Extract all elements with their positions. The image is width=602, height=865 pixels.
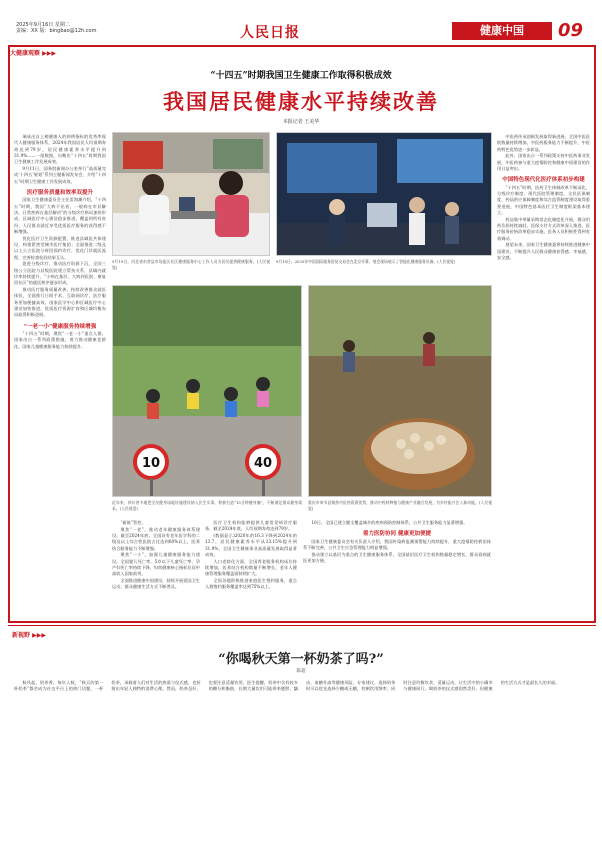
section-subhead: “一老一小”健康服务持续增强 <box>23 323 97 330</box>
paragraph: “十四五”时期，医药卫生体制改革不断深化，分级诊疗制度、现代医院管理制度、全民医保制度、药品供应保障制度和综合监管制度建设取得重要进展，中国特色基本医疗卫生制度框架基本建立。 <box>497 184 590 215</box>
svg-text:40: 40 <box>253 456 273 471</box>
photo-caption: 9月10日，2025年中国国际服务贸易交易会在北京开幕，展会现场展示了智能化健康服务设备。(人民视觉) <box>276 259 456 264</box>
section-name: 健康中国 <box>452 22 552 40</box>
paragraph: 药品集中带量采购常态化制度化开展，群众用药负担持续减轻。医保支付方式改革深入推进，医疗服务价格改革稳步实施，医务人员积极性得到有效调动。 <box>497 216 590 241</box>
photo-caption: 9月19日，河北省东营县市场监区社区健康服务中心工作人员为居民提供健康服务。(人民视觉) <box>112 259 270 270</box>
paragraph: 此外，国家出台一系列政策支持中医药事业发展，中医药参与重大疫情防控和健康中国建设的作用日益突出。 <box>497 153 590 171</box>
paragraph: “十四五”时期，聚焦“一老一小”重点人群，国家出台一系列政策措施，着力推动健康老龄化。国家儿童健康服务能力持续提升。 <box>14 331 106 349</box>
svg-text:10: 10 <box>141 456 161 471</box>
article-byline: 本报记者 王美华 <box>282 119 320 125</box>
photo-herb-harvest <box>308 285 492 497</box>
page-number: 09 <box>558 20 584 41</box>
paragraph: 10日，全国已建立健全覆盖城乡的疾病预防控制体系，公共卫生服务能力显著增强。 <box>311 520 468 525</box>
masthead <box>0 0 602 44</box>
photo-trade-expo <box>276 132 492 256</box>
photo-caption: 近年来，四川省多地把全民健身场地设施建设纳入民生实事，积极打造“15分钟健身圈”，不断满足群众健身需求。(人民视觉) <box>112 500 302 511</box>
photo-caption: 重庆市奉节县聚焦中医药资源优势，推动中药材种植与健康产业融合发展，为乡村振兴注入新动能。(人民视觉) <box>308 500 492 511</box>
lower-article-headline: “你喝秋天第一杯奶茶了吗?” <box>218 652 384 667</box>
paragraph: 国家卫生健康委员会主任雷海潮介绍，“十四五”时期，我国“大病不出省，一般病在市县解决，日常疾病在基层解决”的分级诊疗格局加快形成。区域医疗中心建设稳步推进，覆盖到所有省份，人民群众就近享受优质医疗服务的获得感不断增强。 <box>14 197 106 234</box>
children-cycling-illustration <box>113 286 302 497</box>
paragraph: 瑞成出自上榜健康人的病例指标的优秀率现代人健康服务体系，2024年我国居民人均预期寿命达到79岁，居民健康素养水平提升到31.9%……一组数据，勾勒出“十四五”时期我国卫生健康工作发展成效。 <box>14 134 106 165</box>
editor-credits: 责编：XX 版：bingbao@12h.com <box>16 28 97 34</box>
herb-harvest-illustration <box>309 286 492 497</box>
article-headline: 我国居民健康水平持续改善 <box>163 89 439 114</box>
article-column-2 <box>112 520 200 619</box>
section-subhead: 着力医防协同 健康更加便捷 <box>363 531 431 538</box>
date-line <box>16 22 96 34</box>
paragraph: “新陈”管控。 <box>120 520 146 525</box>
paragraph: 9月11日，国务院新闻办公室举行“高质量完成‘十四五’规划”系列主题新闻发布会，介绍“十四五”时期卫生健康工作发展成效。 <box>14 165 106 184</box>
paragraph: 推动医疗服务质量改善，持续改善群众就医体验，全面推行日间手术、互联网诊疗，医疗服务更加便捷高效。国家医学中心和区域医疗中心建设加快推进，优质医疗资源扩容和区域均衡布局取得积极进展。 <box>14 287 106 318</box>
paragraph: 秋风起，奶茶香。每年入秋，“秋天的第一杯奶茶”都会成为社交平台上的热门话题。一杯奶茶，承载着人们对生活的热爱与仪式感，也折射出年轻人独特的消费心理。然而，奶茶虽好，也要注意适量饮用。医生提醒，奶茶中含有较多的糖分和脂肪，长期大量饮用可能带来肥胖、龋齿、血糖升高等健康风险。专家建议，选择奶茶时可以优先选择少糖或无糖，控制饮用频率，同时注意均衡饮食、适量运动，让生活中的小确幸与健康同行。喝奶茶的仪式感固然美好，但健康的生活方式才是最长久的幸福。 <box>14 680 560 692</box>
lower-article-body <box>14 680 590 858</box>
publication-date: 2025年9月16日 星期二 <box>16 22 70 28</box>
paragraph: 全面推进健康中国建设，持续开展爱国卫生运动，群众健康生活方式不断普及。 <box>112 578 200 590</box>
photo-children-cycling <box>112 285 302 497</box>
trade-expo-illustration <box>277 133 492 256</box>
column-label: 大健康观察 ▶▶▶ <box>10 50 56 57</box>
article-column-4 <box>303 520 491 619</box>
paragraph: 优化医疗卫生资源配置，推进县域医共体建设，构建紧密型城市医疗集团；全面推进二级及以上公立医院分时段预约诊疗，优化门诊就医流程，完善检查检验结果互认。 <box>14 235 106 260</box>
paragraph: (数据显示)2020年的16.3下降到2024年的13.7，居民健康素养水平从23.15%提升到31.9%，全国卫生健康事业高质量发展取得显著成效。 <box>205 533 297 557</box>
section-subhead: 医疗服务质量和效率双提升 <box>26 189 93 196</box>
article-column-5 <box>497 134 590 619</box>
paragraph: 医疗卫生机构能够提供儿童常见病诊疗服务，截至2024年底，人均预期寿命达到79岁。 <box>205 520 297 532</box>
article-column-1 <box>14 134 106 619</box>
paragraph: 促进分级诊疗，推动医疗资源下沉，全国三级公立医院与县级医院建立帮扶关系，县域内就诊率持续提升，“小病在基层、大病到医院、康复回社区”的就医秩序逐步形成。 <box>14 261 106 286</box>
photo-health-checkup <box>112 132 270 256</box>
section-subhead: 中国特色现代化医疗体系初步构建 <box>502 177 585 184</box>
article-kicker: “十四五”时期我国卫生健康工作取得积极成效 <box>210 71 392 81</box>
section-divider <box>8 625 596 626</box>
health-checkup-illustration <box>113 133 270 256</box>
paragraph: 人口老龄化方面，全国养老服务机构床位持续增加，医养结合机构数量不断增长，老年人健康管理服务覆盖面持续扩大。 <box>205 558 297 577</box>
paragraph: 聚焦“一老”，推动老年健康服务体系建设。截至2024年底，全国设有老年医学科的二级及以上综合性医院占比达到60%以上，医养结合服务能力不断增强。 <box>112 526 200 551</box>
paragraph: 展望未来，国家卫生健康委将持续推进健康中国建设，不断提升人民群众健康获得感、幸福感、安全感。 <box>497 242 590 261</box>
newspaper-logo: 人民日报 <box>240 25 300 41</box>
lower-article-byline: 陈超 <box>296 669 306 674</box>
paragraph: 国家卫生健康委员会有关负责人介绍，我国传染病监测预警能力持续提升，重大疫情防控救治体系不断完善，公共卫生应急管理能力明显增强。 <box>303 538 491 551</box>
paragraph: 中医药传承创新发展取得新进展。全国中医医院数量持续增加，中医药服务能力不断提升，中医药特色优势进一步彰显。 <box>497 134 590 152</box>
column-label: 新视野 ▶▶▶ <box>12 632 46 639</box>
paragraph: 全国各地积极推进家庭医生签约服务，重点人群签约服务覆盖率达到75%以上。 <box>205 578 297 590</box>
article-column-3 <box>205 520 297 619</box>
paragraph: 推动建立以基层为重点的卫生健康服务体系，全国基层医疗卫生机构数量稳定增长，群众看病就医更加方便。 <box>303 551 491 564</box>
paragraph: 聚焦“一小”，加强儿童健康服务能力建设。全国婴儿死亡率、5岁以下儿童死亡率、孕产妇死亡率持续下降，妇幼健康核心指标位居中高收入国家前列。 <box>112 552 200 577</box>
